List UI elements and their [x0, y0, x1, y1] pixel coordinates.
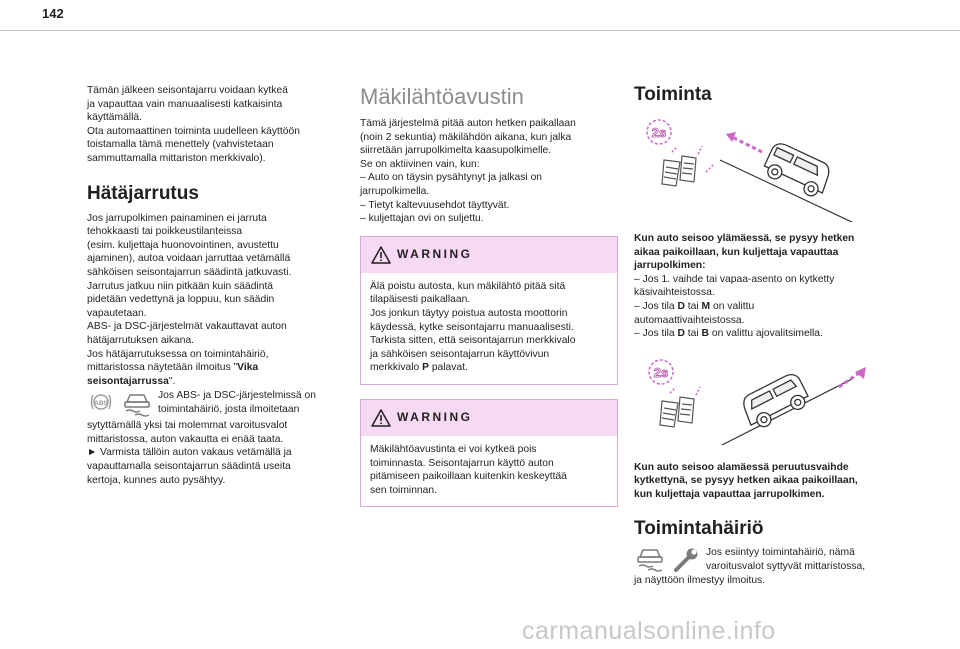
text-line: kertoja, kunnes auto pysähtyy. — [87, 474, 226, 486]
text-fragment: merkkivalo — [370, 362, 423, 374]
uphill-diagram — [634, 112, 894, 222]
warning-title: WARNING — [397, 409, 473, 424]
text-line: käydessä, kytke seisontajarru manuaalisesti. — [370, 321, 574, 333]
text-line: kytkettynä, se pysyy hetken aikaa paikoillaan, — [634, 475, 858, 487]
text-line: sammuttamalla mittariston merkkivalo). — [87, 152, 266, 164]
text-line: käyttämällä. — [87, 112, 142, 124]
emergency-braking-text — [87, 212, 342, 389]
column-right — [634, 84, 896, 587]
text-line: tilapäisesti paikallaan. — [370, 294, 471, 306]
text-line: vapautetaan. — [87, 307, 147, 319]
uphill-illustration — [634, 112, 896, 222]
text-line: sytyttämällä yksi tai molemmat varoitusvalot — [87, 420, 288, 432]
bold-message: Vika — [237, 362, 259, 374]
text-fragment: tai — [684, 328, 702, 340]
text-fragment: – Jos tila — [634, 300, 678, 312]
warning-title: WARNING — [397, 246, 473, 261]
text-line: ja vapauttaa vain manuaalisesti katkaisinta — [87, 98, 283, 110]
text-line: jarrupolkimella. — [360, 185, 430, 197]
text-line: Jos hätäjarrutuksessa on toimintahäiriö, — [87, 348, 269, 360]
text-line: toimintahäiriö, josta ilmoitetaan — [158, 404, 300, 416]
text-line: Tämä järjestelmä pitää auton hetken paikallaan — [360, 118, 576, 129]
text-line — [87, 361, 342, 375]
text-line — [370, 361, 608, 375]
text-line: ja näyttöön ilmestyy ilmoitus. — [634, 574, 766, 586]
warning-body — [361, 436, 617, 506]
downhill-diagram — [634, 357, 894, 447]
text-line: Ota automaattinen toiminta uudelleen käyttöön — [87, 125, 300, 137]
warning-header — [361, 400, 617, 436]
uphill-description — [634, 232, 896, 341]
page-number: 142 — [42, 6, 64, 21]
text-line: Jos esiintyy toimintahäiriö, nämä — [706, 546, 855, 558]
downhill-description — [634, 461, 896, 502]
bold-letter: D — [677, 328, 685, 340]
stability-control-icon — [634, 546, 666, 572]
column-left — [87, 84, 342, 487]
text-line: Tämän jälkeen seisontajarru voidaan kytkeä — [87, 85, 288, 96]
warning-body — [361, 273, 617, 384]
text-line: jarrupolkimen: — [634, 260, 706, 272]
text-line: toiminnasta. Seisontajarrun käyttö auton — [370, 457, 554, 469]
text-fragment: mittaristossa näytetään ilmoitus " — [87, 362, 238, 374]
timer-badge-text: 2s — [651, 125, 667, 140]
watermark: carmanualsonline.info — [522, 617, 776, 645]
section-heading-hill-start: Mäkilähtöavustin — [360, 84, 524, 109]
bold-letter: P — [422, 362, 429, 374]
text-line: pitämiseen paikoillaan kuitenkin keskeyttää — [370, 471, 567, 483]
section-heading-malfunction: Toimintahäiriö — [634, 517, 764, 539]
text-line: ja sähköisen seisontajarrun käyttövivun — [370, 348, 550, 360]
text-fragment: on valittu — [710, 300, 755, 312]
text-line: Tarkista sitten, että seisontajarrun merkkivalo — [370, 335, 576, 347]
text-line: pidetään vedettynä ja loppuu, kun säädin — [87, 294, 275, 306]
text-line: käsivaihteistossa. — [634, 287, 715, 299]
text-line — [87, 375, 342, 389]
text-fragment: – Jos tila — [634, 328, 678, 340]
stability-control-icon — [121, 391, 153, 417]
header-divider — [0, 30, 960, 31]
text-line: sen toiminnan. — [370, 484, 437, 496]
text-fragment: tai — [684, 300, 702, 312]
text-line: tehokkaasti tai poikkeustilanteissa — [87, 226, 243, 238]
text-line: Älä poistu autosta, kun mäkilähtö pitää sitä — [370, 280, 566, 292]
warning-box-1 — [360, 236, 618, 385]
text-line: – kuljettajan ovi on suljettu. — [360, 213, 484, 225]
text-line: toistamalla tämä menettely (vahvistetaan — [87, 139, 274, 151]
intro-paragraph — [87, 84, 342, 166]
text-line — [634, 327, 896, 341]
text-line: varoitusvalot syttyvät mittaristossa, — [706, 560, 866, 572]
timer-badge-text: 2s — [653, 364, 669, 380]
text-line: ► Varmista tällöin auton vakaus vetämällä ja — [87, 447, 292, 459]
abs-warning-icon — [89, 392, 113, 412]
downhill-illustration — [634, 357, 896, 447]
text-line: Kun auto seisoo ylämäessä, se pysyy hetken — [634, 233, 855, 244]
wrench-icon — [672, 547, 700, 573]
text-line: – Tietyt kaltevuusehdot täyttyvät. — [360, 199, 510, 211]
text-fragment: on valittu ajovalitsimella. — [708, 328, 823, 340]
text-line: – Jos 1. vaihde tai vapaa-asento on kytketty — [634, 273, 835, 285]
text-line: Mäkilähtöavustinta ei voi kytkeä pois — [370, 443, 537, 455]
warning-triangle-icon — [371, 246, 391, 264]
text-fragment: palavat. — [428, 362, 468, 374]
bold-letter: M — [701, 300, 711, 312]
abs-dsc-text — [87, 419, 342, 487]
text-line: vapauttamalla seisontajarrun säädintä useita — [87, 461, 291, 473]
text-line: aikaa paikoillaan, kun kuljettaja vapauttaa — [634, 246, 839, 258]
text-line: automaattivaihteistossa. — [634, 314, 745, 326]
text-line: Jos ABS- ja DSC-järjestelmissä on — [158, 390, 316, 402]
warning-box-2 — [360, 399, 618, 507]
text-line: Jos jarrupolkimen painaminen ei jarruta — [87, 212, 267, 224]
column-middle — [360, 84, 618, 507]
warning-icons-row — [87, 389, 342, 419]
bold-message: seisontajarrussa — [87, 375, 169, 387]
text-line: ajaminen), autoa voidaan jarruttaa vetämällä — [87, 253, 291, 265]
text-line: mittaristossa, auton vakautta ei enää taata. — [87, 433, 284, 445]
text-line: (noin 2 sekuntia) mäkilähdön aikana, kun jalka — [360, 131, 572, 143]
text-line: Kun auto seisoo alamäessä peruutusvaihde — [634, 461, 849, 473]
car-uphill-icon — [761, 141, 834, 201]
text-line: Se on aktiivinen vain, kun: — [360, 158, 480, 170]
pedals-icon — [660, 397, 694, 427]
warning-triangle-icon — [371, 409, 391, 427]
text-line: ABS- ja DSC-järjestelmät vakauttavat auton — [87, 321, 287, 333]
section-heading-emergency-braking: Hätäjarrutus — [87, 182, 199, 204]
car-downhill-icon — [738, 371, 811, 432]
bold-letter: B — [701, 328, 709, 340]
text-line: (esim. kuljettaja huonovointinen, avustettu — [87, 239, 279, 251]
text-line: siirretään jarrupolkimelta kaasupolkimelle. — [360, 145, 552, 157]
text-line — [634, 300, 896, 314]
text-line: hätäjarrutuksen aikana. — [87, 334, 195, 346]
text-line: sähköisen seisontajarrun säädintä jatkuvasti. — [87, 266, 292, 278]
pedals-icon — [662, 156, 696, 186]
section-heading-operation: Toiminta — [634, 84, 712, 105]
text-line: – Auto on täysin pysähtynyt ja jalkasi on — [360, 172, 543, 184]
text-line: Jarrutus jatkuu niin pitkään kuin säädintä — [87, 280, 274, 292]
text-line: kun kuljettaja vapauttaa jarrupolkimen. — [634, 488, 825, 500]
warning-header — [361, 237, 617, 273]
malfunction-icons-row — [634, 546, 896, 574]
bold-letter: D — [677, 300, 685, 312]
hill-start-text — [360, 117, 618, 226]
text-fragment: ". — [168, 375, 176, 387]
svg-text:ABS: ABS — [94, 400, 108, 408]
text-line: Jos jonkun täytyy poistua autosta moottorin — [370, 307, 568, 319]
